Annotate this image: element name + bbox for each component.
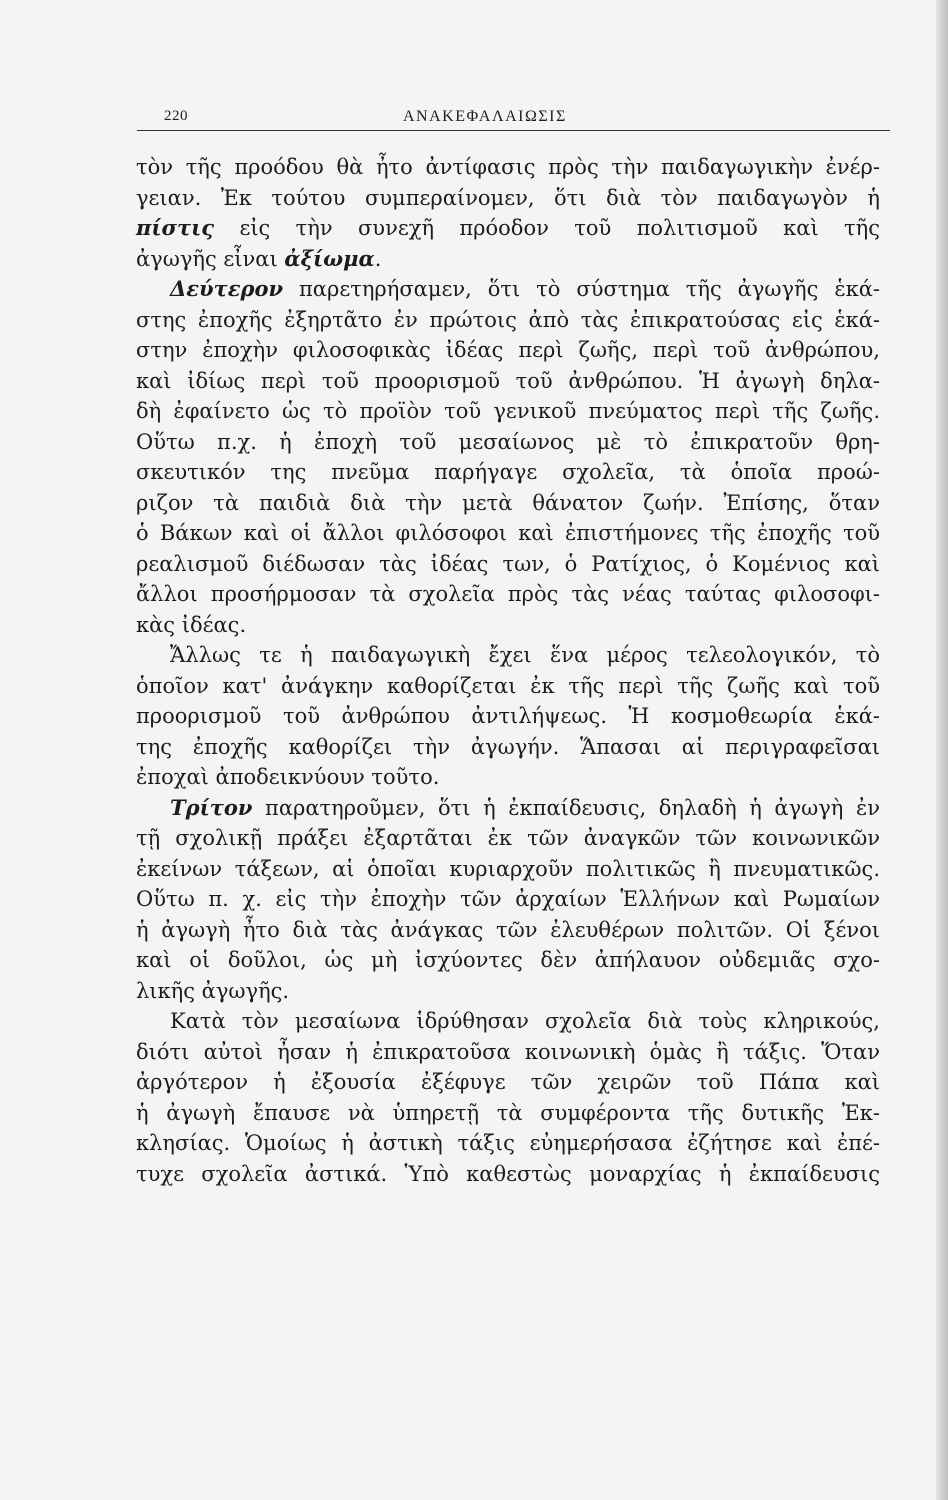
text-line: γειαν. Ἐκ τούτου συμπεραίνομεν, ὅτι διὰ τὸν παιδαγωγὸν ἡ <box>136 185 880 210</box>
text-line: δὴ ἐφαίνετο ὡς τὸ προϊὸν τοῦ γενικοῦ πνεύματος περὶ τῆς ζωῆς. <box>136 399 880 423</box>
text-line: ἐκείνων τάξεων, αἱ ὁποῖαι κυριαρχοῦν πολιτικῶς ἢ πνευματικῶς. <box>136 856 880 881</box>
emphasis-term: Τρίτον <box>170 794 253 820</box>
text-line: καὶ οἱ δοῦλοι, ὡς μὴ ἰσχύοντες δὲν ἀπήλαυον οὐδεμιᾶς σχο- <box>136 948 880 972</box>
text-line: κλησίας. Ὁμοίως ἡ ἀστικὴ τάξις εὐημερήσασα ἐζήτησε καὶ ἐπέ- <box>136 1131 880 1155</box>
paragraph-start: Ἄλλως τε ἡ παιδαγωγικὴ ἔχει ἕνα μέρος τελεολογικόν, τὸ <box>170 643 880 667</box>
text-line <box>136 213 880 244</box>
text-line: τὸν τῆς προόδου θὰ ἦτο ἀντίφασις πρὸς τὴν παιδαγωγικὴν ἐνέρ- <box>136 155 880 179</box>
text-line: σκευτικόν της πνεῦμα παρήγαγε σχολεῖα, τὰ ὁποῖα προώ- <box>136 460 880 484</box>
page-header <box>137 102 890 131</box>
text-line: ἀργότερον ἡ ἐξουσία ἐξέφυγε τῶν χειρῶν τοῦ Πάπα καὶ <box>136 1070 880 1094</box>
text-line: στην ἐποχὴν φιλοσοφικὰς ἰδέας περὶ ζωῆς, περὶ τοῦ ἀνθρώπου, <box>136 338 880 362</box>
text-line: Οὕτω π.χ. ἡ ἐποχὴ τοῦ μεσαίωνος μὲ τὸ ἐπικρατοῦν θρη- <box>136 429 880 454</box>
text-line: ὁποῖον κατ' ἀνάγκην καθορίζεται ἐκ τῆς περὶ τῆς ζωῆς καὶ τοῦ <box>136 673 880 698</box>
body-text <box>136 152 880 1189</box>
text-line: διότι αὐτοὶ ἦσαν ἡ ἐπικρατοῦσα κοινωνικὴ ὁμὰς ἢ τάξις. Ὅταν <box>136 1039 880 1064</box>
text-line: λικῆς ἀγωγῆς. <box>136 978 290 1003</box>
paragraph-start <box>136 274 880 305</box>
paragraph-start: Κατὰ τὸν μεσαίωνα ἱδρύθησαν σχολεῖα διὰ τοὺς κληρικούς, <box>170 1009 880 1033</box>
text-line: ριζον τὰ παιδιὰ διὰ τὴν μετὰ θάνατον ζωήν. Ἐπίσης, ὅταν <box>136 490 880 515</box>
text-line <box>136 244 880 275</box>
text-line: ἄλλοι προσήρμοσαν τὰ σχολεῖα πρὸς τὰς νέας ταύτας φιλοσοφι- <box>136 582 880 606</box>
text-line: καὶ ἰδίως περὶ τοῦ προορισμοῦ τοῦ ἀνθρώπου. Ἡ ἀγωγὴ δηλα- <box>136 368 880 393</box>
text-line: ὁ Βάκων καὶ οἱ ἄλλοι φιλόσοφοι καὶ ἐπιστήμονες τῆς ἐποχῆς τοῦ <box>136 521 880 545</box>
text-line: ρεαλισμοῦ διέδωσαν τὰς ἰδέας των, ὁ Ρατίχιος, ὁ Κομένιος καὶ <box>136 551 880 576</box>
emphasis-term: ἀξίωμα <box>284 245 375 271</box>
running-title: ΑΝΑΚΕΦΑΛΑΙΩΣΙΣ <box>403 108 567 125</box>
text-span: παρατηροῦμεν, ὅτι ἡ ἐκπαίδευσις, δηλαδὴ ἡ ἀγωγὴ ἐν <box>252 795 880 820</box>
text-line: ἡ ἀγωγὴ ἔπαυσε νὰ ὑπηρετῇ τὰ συμφέροντα τῆς δυτικῆς Ἐκ- <box>136 1100 880 1125</box>
text-line: κὰς ἰδέας. <box>136 612 247 637</box>
text-line: της ἐποχῆς καθορίζει τὴν ἀγωγήν. Ἅπασαι αἱ περιγραφεῖσαι <box>136 734 880 759</box>
emphasis-term: Δεύτερον <box>170 276 284 301</box>
text-span: . <box>374 246 382 271</box>
page-edge-shadow <box>936 0 948 1500</box>
text-line: τυχε σχολεῖα ἀστικά. Ὑπὸ καθεστὼς μοναρχίας ἡ ἐκπαίδευσις <box>136 1161 880 1186</box>
text-span: παρετηρήσαμεν, ὅτι τὸ σύστημα τῆς ἀγωγῆς ἑκά- <box>283 277 880 301</box>
text-line: Οὕτω π. χ. εἰς τὴν ἐποχὴν τῶν ἀρχαίων Ἑλλήνων καὶ Ρωμαίων <box>136 887 880 911</box>
paragraph-start <box>136 793 880 824</box>
text-line: τῇ σχολικῇ πράξει ἐξαρτᾶται ἐκ τῶν ἀναγκῶν τῶν κοινωνικῶν <box>136 826 880 850</box>
text-line: προορισμοῦ τοῦ ἀνθρώπου ἀντιλήψεως. Ἡ κοσμοθεωρία ἑκά- <box>136 704 880 728</box>
text-line: ἐποχαὶ ἀποδεικνύουν τοῦτο. <box>136 765 440 789</box>
text-span: ἀγωγῆς εἶναι <box>136 246 285 271</box>
text-span: εἰς τὴν συνεχῆ πρόοδον τοῦ πολιτισμοῦ καὶ τῆς <box>214 216 880 240</box>
text-line: ἡ ἀγωγὴ ἦτο διὰ τὰς ἀνάγκας τῶν ἐλευθέρων πολιτῶν. Οἱ ξένοι <box>136 917 880 942</box>
page-number: 220 <box>164 108 188 124</box>
emphasis-term: πίστις <box>136 215 215 240</box>
text-line: στης ἐποχῆς ἐξηρτᾶτο ἐν πρώτοις ἀπὸ τὰς ἐπικρατούσας εἰς ἑκά- <box>136 307 880 332</box>
